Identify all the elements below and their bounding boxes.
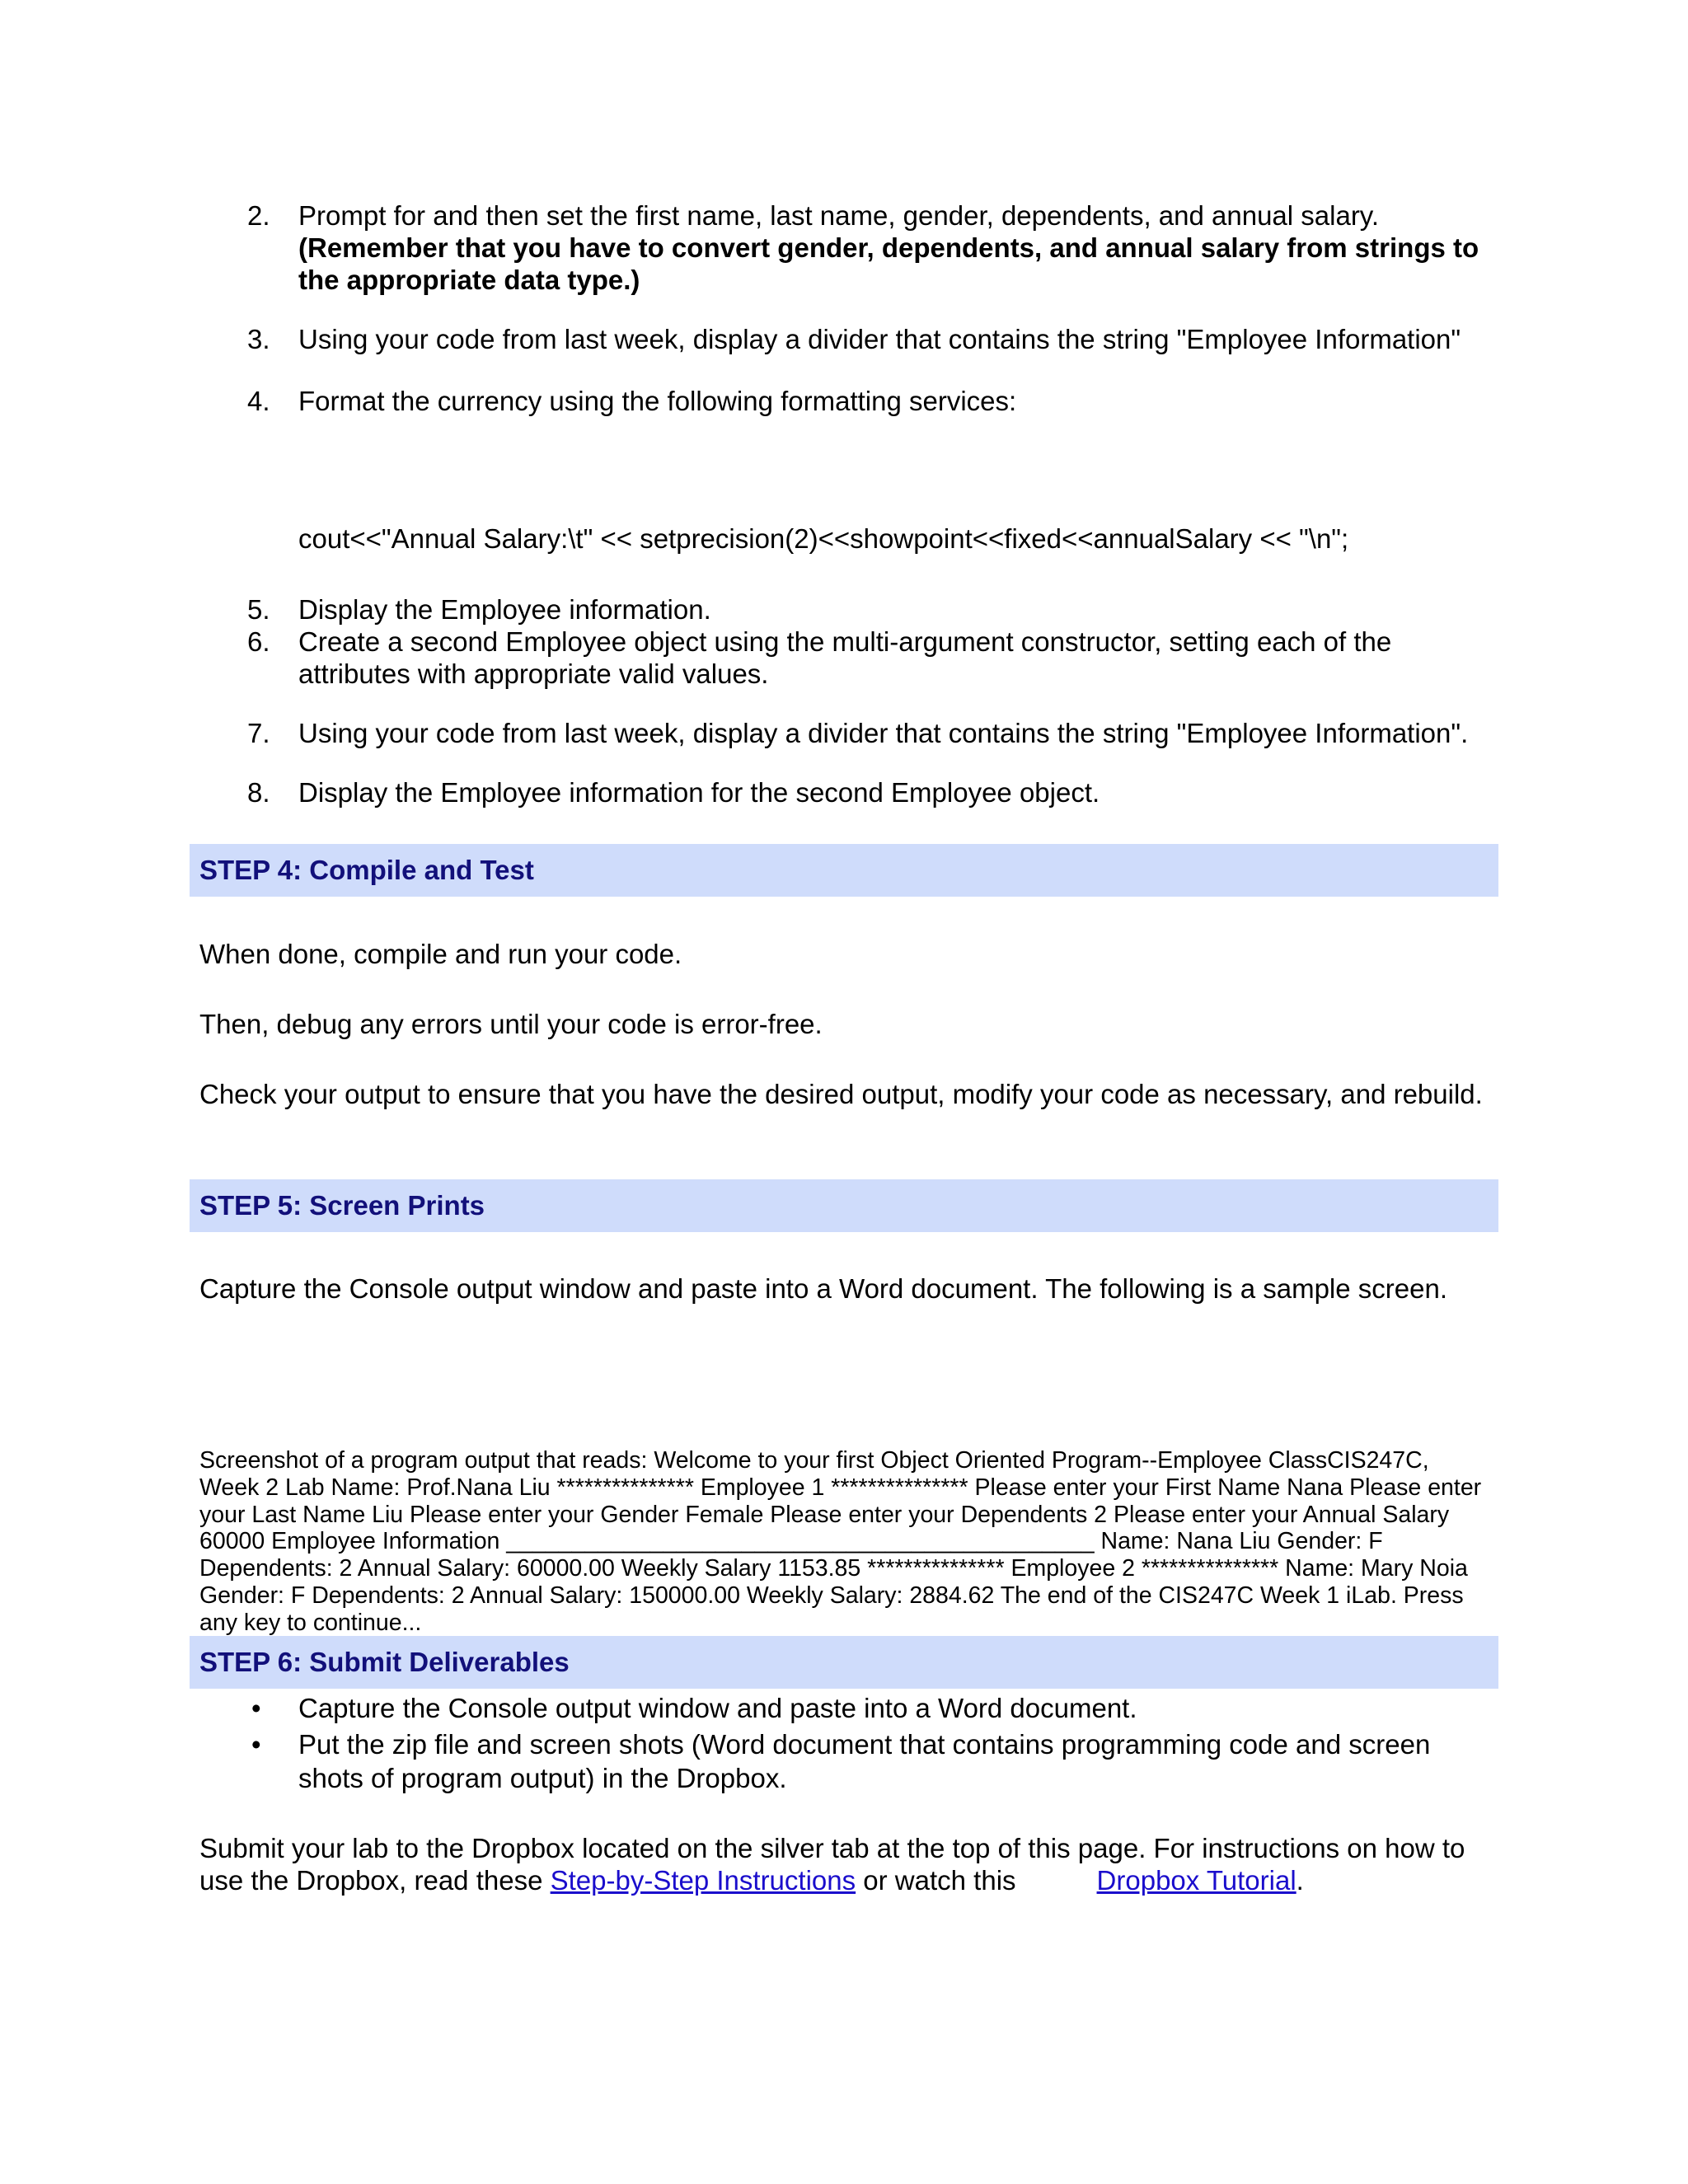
list-item-2 — [247, 199, 1500, 296]
deliverable-item — [247, 1691, 1500, 1725]
deliverable-text: Capture the Console output window and paste into a Word document. — [298, 1693, 1137, 1723]
list-item-text: Using your code from last week, display a divider that contains the string "Employee Information" — [298, 324, 1461, 354]
bullet-icon: • — [251, 1693, 261, 1723]
submit-end: . — [1296, 1865, 1304, 1896]
step6-heading: STEP 6: Submit Deliverables — [190, 1636, 1498, 1689]
screenshot-alt-text: Screenshot of a program output that reads: Welcome to your first Object Oriented Program--Employee ClassCIS247C, Week 2 Lab Name: Prof.Nana Liu *************** Employee 1 *************** Please enter your First Name Nana Please enter your Last Name Liu Please enter your Gender Female Please enter your Dependents 2 Please enter your Annual Salary 60000 Employee Information _____________________________________________ Name: Nana Liu Gender: F Dependents: 2 Annual Salary: 60000.00 Weekly Salary 1153.85 *************** Employee 2 *************** Name: Mary Noia Gender: F Dependents: 2 Annual Salary: 150000.00 Weekly Salary: 2884.62 The end of the CIS247C Week 1 iLab. Press any key to continue... — [199, 1447, 1482, 1636]
step-by-step-instructions-link[interactable]: Step-by-Step Instructions — [550, 1865, 856, 1896]
deliverable-item — [247, 1727, 1500, 1795]
list-number: 6. — [247, 626, 270, 657]
list-item-text: Prompt for and then set the first name, last name, gender, dependents, and annual salary. — [298, 200, 1380, 231]
step4-heading: STEP 4: Compile and Test — [190, 844, 1498, 897]
list-item-text: Create a second Employee object using the multi-argument constructor, setting each of the attributes with appropriate valid values. — [298, 626, 1392, 689]
list-item-4 — [247, 385, 1500, 417]
submit-text-continued: or watch this — [856, 1865, 1016, 1896]
list-item-8 — [247, 776, 1500, 808]
step4-paragraph-3: Check your output to ensure that you have the desired output, modify your code as necessary, and rebuild. — [199, 1079, 1483, 1109]
list-number: 8. — [247, 777, 270, 808]
list-number: 5. — [247, 594, 270, 625]
numbered-list-top — [247, 199, 1500, 417]
list-number: 2. — [247, 200, 270, 231]
list-item-5 — [247, 593, 1500, 626]
deliverables-list — [247, 1691, 1500, 1795]
step5-heading: STEP 5: Screen Prints — [190, 1179, 1498, 1232]
deliverable-text: Put the zip file and screen shots (Word document that contains programming code and screen shots of program output) in the Dropbox. — [298, 1729, 1431, 1793]
bullet-icon: • — [251, 1729, 261, 1760]
step4-paragraph-1: When done, compile and run your code. — [199, 939, 682, 969]
list-number: 4. — [247, 386, 270, 416]
list-item-3 — [247, 323, 1500, 355]
list-item-text: Using your code from last week, display a divider that contains the string "Employee Information". — [298, 718, 1469, 748]
step5-paragraph: Capture the Console output window and paste into a Word document. The following is a sample screen. — [199, 1273, 1447, 1304]
list-item-text: Display the Employee information for the second Employee object. — [298, 777, 1100, 808]
submit-text: Submit your lab to the Dropbox located on the silver tab at the top of this page. For instructions on how to use the Dropbox, read these — [199, 1833, 1465, 1896]
list-item-text: Display the Employee information. — [298, 594, 711, 625]
list-number: 3. — [247, 324, 270, 354]
list-number: 7. — [247, 718, 270, 748]
list-item-7 — [247, 717, 1500, 749]
dropbox-tutorial-link[interactable]: Dropbox Tutorial — [1096, 1865, 1296, 1896]
list-item-text: Format the currency using the following formatting services: — [298, 386, 1017, 416]
code-snippet: cout<<"Annual Salary:\t" << setprecision(2)<<showpoint<<fixed<<annualSalary << "\n"; — [298, 523, 1349, 554]
numbered-list-bottom — [247, 593, 1500, 808]
submit-paragraph — [199, 1832, 1502, 1896]
list-item-bold-note: (Remember that you have to convert gender, dependents, and annual salary from strings to the appropriate data type.) — [298, 232, 1479, 295]
step4-paragraph-2: Then, debug any errors until your code is error-free. — [199, 1009, 823, 1039]
list-item-6 — [247, 626, 1500, 690]
